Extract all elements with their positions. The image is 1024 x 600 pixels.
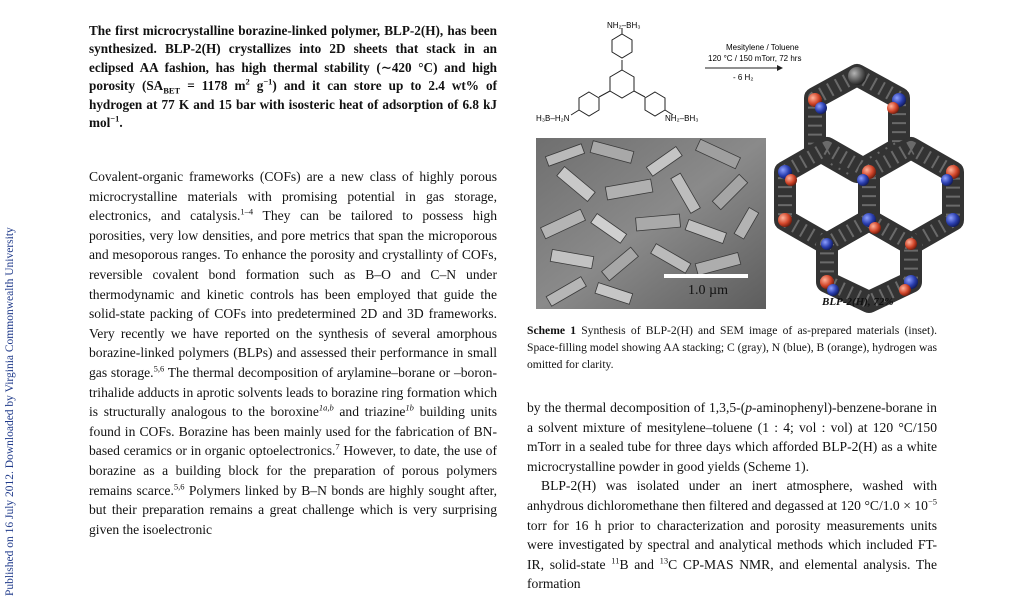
right-paragraph-1: by the thermal decomposition of 1,3,5-(p-aminophenyl)-benzene-borane in a solvent mixture of mesitylene–toluene (1 : 4; vol : vol) at 120 °C/150 mTorr in a sealed tube for three days which afforded BLP-2(H) as a white microcrystalline powder in good yields (Scheme 1). (527, 400, 937, 474)
scheme-caption (527, 323, 937, 373)
reaction-solvent-label: Mesitylene / Toluene (726, 43, 799, 52)
sem-image (536, 138, 766, 309)
product-yield-label: BLP-2(H), 72% (822, 296, 894, 308)
monomer-structure (571, 28, 673, 116)
right-amine-borane-label: NH₂–BH₃ (665, 114, 699, 123)
abstract-paragraph: The first microcrystalline borazine-linked polymer, BLP-2(H), has been synthesized. BLP-2(H) crystallizes into 2D sheets that stack in an eclipsed AA fashion, has high thermal stability (∼420 °C) and high porosity ($SA_{BET} = 1178$ $m^2$ $g^{-1}$) and it can store up to 2.4 wt% of hydrogen at 77 K and 15 bar with isosteric heat of adsorption of 6.8 kJ mol$^{-1}$. (89, 23, 497, 131)
download-note-text: Published on 16 July 2012. Downloaded by Virginia Commonwealth University (4, 227, 16, 596)
reaction-arrowhead (777, 65, 783, 71)
space-filling-model (778, 67, 960, 302)
sem-scale-bar-label: 1.0 µm (688, 283, 728, 298)
top-amine-borane-label: NH₂–BH₃ (607, 21, 641, 30)
body-text-right-column (527, 398, 937, 600)
sem-scale-bar (664, 274, 748, 278)
left-amine-borane-label: H₃B–H₂N (536, 114, 570, 123)
sem-micrograph (536, 138, 766, 309)
caption-label: Scheme 1 (527, 324, 577, 337)
caption-text: Synthesis of BLP-2(H) and SEM image of as-prepared materials (inset). Space-filling model showing AA stacking; C (gray), N (blue), B (orange), hydrogen was omitted for clarity. (527, 324, 938, 371)
download-watermark (4, 4, 22, 596)
right-paragraph-2: BLP-2(H) was isolated under an inert atmosphere, washed with anhydrous dichloromethane then filtered and degassed at 120 $^\circ C/1.0 \times 10^{-5}$ torr for 16 h prior to characterization and porosity measurements units were investigated by spectral and analytical methods which included FT-IR, solid-state $^{11}$B and $^{13}$C CP-MAS NMR, and elemental analysis. The formation (527, 478, 937, 592)
hydrogen-loss-label: - 6 H₂ (733, 73, 754, 82)
reaction-conditions-label: 120 °C / 150 mTorr, 72 hrs (708, 54, 802, 63)
body-text-left-column: Covalent-organic frameworks (COFs) are a new class of highly porous microcrystalline materials with promising potential in gas storage, electronics, and catalysis.$^{1-4}$ They can be tailored to possess high porosities, very low densities, and pore metrics that span the microporous and mesoporous ranges. To enhance the porosity and crystallinty of COFs, reversible covalent bond formation such as B–O and C–N under thermodynamic and kinetic controls has been employed that guide the solid-state packing of COFs into predetermined 2D and 3D frameworks. Very recently we have reported on the synthesis of several amorphous borazine-linked polymers (BLPs) and assessed their performance in small gas storage.$^{5,6}$ The thermal decomposition of arylamine–borane or –boron-trihalide adducts in aprotic solvents leads to borazine ring formation which is structurally analogous to the boroxine$^{1a,b}$ and triazine$^{1b}$ building units found in COFs. Borazine has been mainly used for the fabrication of BN-based ceramics or in organic optoelectronics.$^7$ However, to date, the use of borazine as a building block for the preparation of porous polymers remains scarce.$^{5,6}$ Polymers linked by B–N bonds are highly sought after, but their preparation remains a great challenge which is very surprising given the isoelectronic (89, 169, 497, 537)
